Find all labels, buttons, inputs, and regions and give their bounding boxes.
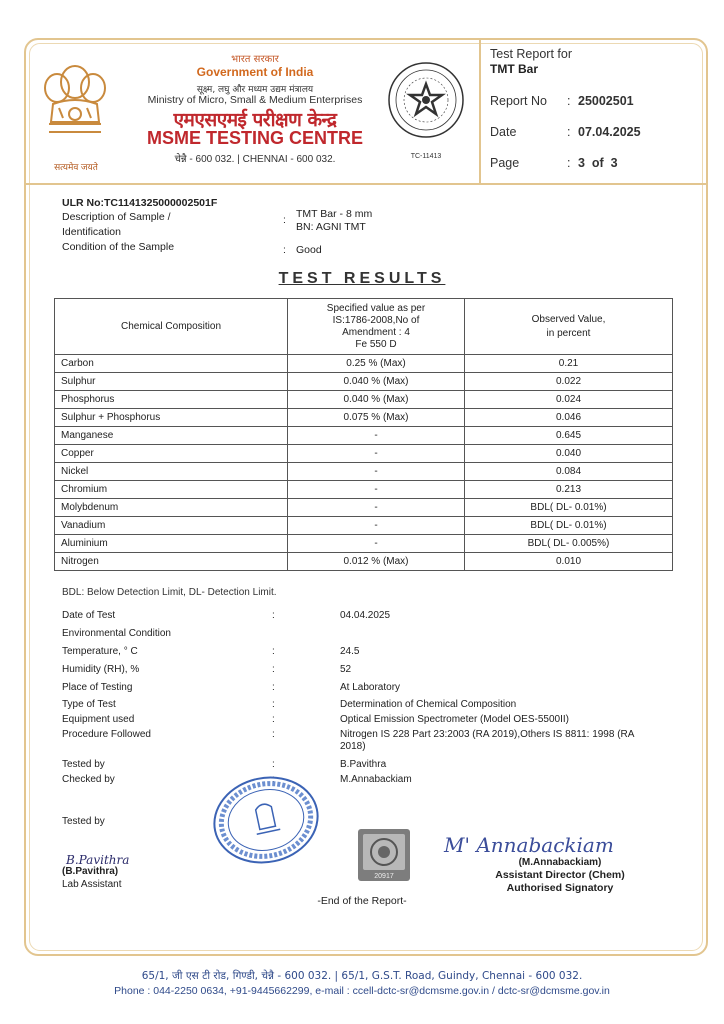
temperature-label: Temperature, ° C: [62, 646, 138, 657]
specified-cell: 0.012 % (Max): [288, 553, 465, 571]
header-vertical-divider: [479, 40, 481, 183]
observed-cell: 0.213: [465, 481, 673, 499]
element-cell: Aluminium: [55, 535, 288, 553]
observed-cell: 0.084: [465, 463, 673, 481]
equipment-value: Optical Emission Spectrometer (Model OES-5500II): [340, 714, 569, 725]
description-colon: :: [283, 214, 286, 226]
hologram-number: 20917: [374, 873, 394, 880]
table-row: [55, 553, 673, 571]
report-no-colon: :: [567, 94, 571, 108]
svg-text:M' Annabackiam: M' Annabackiam: [444, 833, 614, 857]
element-cell: Sulphur + Phosphorus: [55, 409, 288, 427]
table-row: [55, 535, 673, 553]
procedure-value: Nitrogen IS 228 Part 23:2003 (RA 2019),Others IS 8811: 1998 (RA 2018): [340, 729, 634, 752]
date-of-test-label: Date of Test: [62, 610, 116, 621]
condition-label: Condition of the Sample: [62, 241, 175, 253]
date-of-test-value: 04.04.2025: [340, 610, 391, 621]
report-date-value: 07.04.2025: [578, 125, 641, 139]
header-divider: [25, 183, 707, 185]
observed-cell: BDL( DL- 0.005%): [465, 535, 673, 553]
element-cell: Vanadium: [55, 517, 288, 535]
temperature-value: 24.5: [340, 646, 360, 657]
specified-cell: -: [288, 499, 465, 517]
table-row: [55, 355, 673, 373]
humidity-label: Humidity (RH), %: [62, 664, 140, 675]
centre-name: MSME TESTING CENTRE: [146, 128, 363, 148]
table-row: [55, 517, 673, 535]
header-address: चेन्नै - 600 032. | CHENNAI - 600 032.: [174, 154, 336, 165]
ulr-number: ULR No:TC1141325000002501F: [62, 197, 218, 209]
element-cell: Nitrogen: [55, 553, 288, 571]
type-value: Determination of Chemical Composition: [340, 699, 517, 710]
tested-by-colon: :: [272, 759, 275, 770]
bdl-note: BDL: Below Detection Limit, DL- Detection Limit.: [62, 587, 277, 598]
condition-value: Good: [296, 244, 322, 256]
end-of-report: -End of the Report-: [317, 895, 407, 907]
hindi-ministry: सूक्ष्म, लघु और मध्यम उद्यम मंत्रालय: [196, 85, 314, 95]
observed-cell: 0.022: [465, 373, 673, 391]
type-colon: :: [272, 699, 275, 710]
tc-code: TC-11413: [410, 153, 442, 160]
element-cell: Carbon: [55, 355, 288, 373]
table-row: [55, 391, 673, 409]
tested-by-label: Tested by: [62, 759, 105, 770]
observed-cell: 0.010: [465, 553, 673, 571]
assistant-director-name: (M.Annabackiam): [518, 857, 602, 868]
report-title: Test Report for: [490, 47, 572, 61]
report-page-value: 3 of 3: [578, 156, 618, 170]
equipment-colon: :: [272, 714, 275, 725]
date-of-test-colon: :: [272, 610, 275, 621]
element-cell: Nickel: [55, 463, 288, 481]
report-date-colon: :: [567, 125, 571, 139]
ministry-name: Ministry of Micro, Small & Medium Enterprises: [147, 94, 363, 106]
hologram-sticker-icon: [357, 828, 411, 882]
hindi-centre-name: एमएसएमई परीक्षण केन्द्र: [173, 109, 337, 131]
element-cell: Manganese: [55, 427, 288, 445]
observed-cell: BDL( DL- 0.01%): [465, 499, 673, 517]
procedure-colon: :: [272, 729, 275, 740]
table-row: [55, 481, 673, 499]
description-label: Description of Sample /: [62, 211, 171, 223]
observed-cell: 0.024: [465, 391, 673, 409]
hindi-government: भारत सरकार: [231, 54, 279, 65]
report-no-label: Report No: [490, 94, 547, 108]
specified-cell: -: [288, 427, 465, 445]
table-row: [55, 499, 673, 517]
observed-cell: 0.046: [465, 409, 673, 427]
table-row: [55, 373, 673, 391]
government-name: Government of India: [196, 65, 314, 79]
identification-label: Identification: [62, 226, 121, 238]
report-date-label: Date: [490, 125, 517, 139]
table-row: [55, 463, 673, 481]
specified-cell: 0.25 % (Max): [288, 355, 465, 373]
condition-colon: :: [283, 244, 286, 256]
header-observed: Observed Value, in percent: [465, 299, 673, 355]
temperature-colon: :: [272, 646, 275, 657]
header-specified: Specified value as per IS:1786-2008,No of Amendment : 4 Fe 550 D: [288, 299, 465, 355]
element-cell: Molybdenum: [55, 499, 288, 517]
environment-label: Environmental Condition: [62, 628, 171, 639]
tested-by-value: B.Pavithra: [340, 759, 387, 770]
description-value: TMT Bar - 8 mm: [296, 208, 373, 220]
results-table: [54, 298, 673, 571]
specified-cell: -: [288, 535, 465, 553]
place-value: At Laboratory: [340, 682, 401, 693]
footer-address: 65/1, जी एस टी रोड, गिण्डी, चेन्नै - 600 032. | 65/1, G.S.T. Road, Guindy, Chennai - 600 032.: [141, 970, 583, 982]
test-results-title: TEST RESULTS: [278, 270, 446, 287]
emblem-motto: सत्यमेव जयते: [54, 162, 98, 172]
observed-cell: 0.21: [465, 355, 673, 373]
lab-assistant-name: (B.Pavithra): [62, 866, 119, 877]
table-row: [55, 445, 673, 463]
specified-cell: -: [288, 481, 465, 499]
specified-cell: 0.040 % (Max): [288, 391, 465, 409]
table-row: [55, 409, 673, 427]
authorised-signatory: Authorised Signatory: [506, 882, 614, 894]
element-cell: Phosphorus: [55, 391, 288, 409]
accreditation-logo-icon: [386, 60, 466, 140]
svg-text:B.Pavithra: B.Pavithra: [66, 853, 130, 867]
humidity-colon: :: [272, 664, 275, 675]
report-page-label: Page: [490, 156, 520, 170]
checked-by-value: M.Annabackiam: [340, 774, 412, 785]
place-label: Place of Testing: [62, 682, 133, 693]
report-no-value: 25002501: [578, 94, 634, 108]
batch-value: BN: AGNI TMT: [296, 221, 366, 233]
procedure-label: Procedure Followed: [62, 729, 151, 740]
tested-by-sign-label: Tested by: [62, 816, 105, 827]
element-cell: Copper: [55, 445, 288, 463]
footer-contact: Phone : 044-2250 0634, +91-9445662299, e-mail : ccell-dctc-sr@dcmsme.gov.in / dctc-sr@dcmsme.gov.in: [114, 985, 610, 997]
observed-cell: 0.040: [465, 445, 673, 463]
observed-cell: 0.645: [465, 427, 673, 445]
specified-cell: -: [288, 517, 465, 535]
checked-by-label: Checked by: [62, 774, 115, 785]
office-seal-stamp-icon: [208, 772, 324, 868]
specified-cell: 0.075 % (Max): [288, 409, 465, 427]
assistant-director-role: Assistant Director (Chem): [495, 869, 625, 881]
lab-assistant-role: Lab Assistant: [62, 879, 122, 890]
report-subject: TMT Bar: [490, 62, 538, 76]
element-cell: Chromium: [55, 481, 288, 499]
observed-cell: BDL( DL- 0.01%): [465, 517, 673, 535]
national-emblem-icon: [34, 52, 116, 162]
place-colon: :: [272, 682, 275, 693]
checked-by-colon: :: [272, 774, 275, 785]
specified-cell: 0.040 % (Max): [288, 373, 465, 391]
type-label: Type of Test: [62, 699, 116, 710]
specified-cell: -: [288, 463, 465, 481]
specified-cell: -: [288, 445, 465, 463]
element-cell: Sulphur: [55, 373, 288, 391]
report-page-colon: :: [567, 156, 571, 170]
humidity-value: 52: [340, 664, 352, 675]
equipment-label: Equipment used: [62, 714, 135, 725]
header-composition: Chemical Composition: [55, 299, 288, 355]
table-row: [55, 427, 673, 445]
